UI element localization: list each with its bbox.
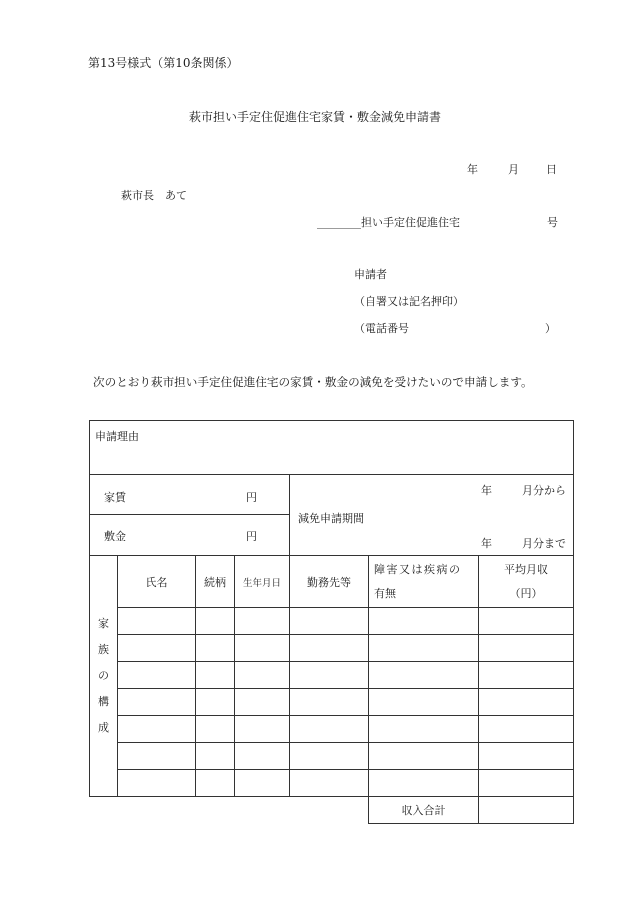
income-total-label: 収入合計 <box>369 797 479 824</box>
date-year: 年 <box>467 163 478 176</box>
application-form-table <box>89 420 574 824</box>
col-relation-header: 続柄 <box>196 556 235 608</box>
income-total-spacer <box>90 797 369 824</box>
family-disability-cell[interactable] <box>369 689 479 716</box>
family-name-cell[interactable] <box>118 635 196 662</box>
document-title: 萩市担い手定住促進住宅家賃・敷金減免申請書 <box>188 110 441 124</box>
family-row <box>90 743 574 770</box>
family-char: 構 <box>98 695 109 708</box>
period-cell[interactable] <box>290 475 574 556</box>
addressee: 萩市長 あて <box>121 189 187 202</box>
applicant-phone-close: ） <box>545 322 556 335</box>
family-income-cell[interactable] <box>479 743 574 770</box>
family-char: の <box>98 669 109 682</box>
family-work-cell[interactable] <box>290 662 369 689</box>
family-disability-cell[interactable] <box>369 770 479 797</box>
col-income-header <box>479 556 574 608</box>
income-total-value-cell[interactable] <box>479 797 574 824</box>
family-row <box>90 689 574 716</box>
family-work-cell[interactable] <box>290 770 369 797</box>
family-row <box>90 608 574 635</box>
family-income-cell[interactable] <box>479 608 574 635</box>
deposit-cell[interactable] <box>90 515 290 556</box>
reason-label: 申請理由 <box>95 430 139 443</box>
rent-label: 家賃 <box>104 491 126 504</box>
family-relation-cell[interactable] <box>196 662 235 689</box>
date-day: 日 <box>546 163 557 176</box>
family-name-cell[interactable] <box>118 743 196 770</box>
disability-header-line2: 有無 <box>374 586 396 600</box>
family-char: 成 <box>98 721 109 734</box>
date-month: 月 <box>508 163 519 176</box>
family-work-cell[interactable] <box>290 635 369 662</box>
family-name-cell[interactable] <box>118 770 196 797</box>
rent-unit: 円 <box>246 491 257 504</box>
family-name-cell[interactable] <box>118 662 196 689</box>
family-disability-cell[interactable] <box>369 608 479 635</box>
family-work-cell[interactable] <box>290 743 369 770</box>
family-birth-cell[interactable] <box>235 608 290 635</box>
family-row <box>90 716 574 743</box>
applicant-phone-open: （電話番号 <box>354 322 409 335</box>
family-birth-cell[interactable] <box>235 743 290 770</box>
family-header-row <box>90 556 574 608</box>
housing-number-suffix: 号 <box>547 216 558 229</box>
family-char: 族 <box>98 643 109 656</box>
reason-cell[interactable] <box>90 421 574 475</box>
reason-row <box>90 421 574 475</box>
family-income-cell[interactable] <box>479 662 574 689</box>
deposit-label: 敷金 <box>104 530 126 543</box>
family-relation-cell[interactable] <box>196 635 235 662</box>
family-relation-cell[interactable] <box>196 716 235 743</box>
housing-blank: ________ <box>317 216 361 229</box>
family-birth-cell[interactable] <box>235 635 290 662</box>
period-to-year: 年 <box>481 537 492 550</box>
family-relation-cell[interactable] <box>196 689 235 716</box>
family-relation-cell[interactable] <box>196 743 235 770</box>
income-total-row <box>90 797 574 824</box>
family-disability-cell[interactable] <box>369 716 479 743</box>
family-income-cell[interactable] <box>479 716 574 743</box>
housing-line <box>317 214 460 230</box>
family-birth-cell[interactable] <box>235 689 290 716</box>
col-name-header: 氏名 <box>118 556 196 608</box>
applicant-label: 申請者 <box>354 268 387 281</box>
col-birth-header: 生年月日 <box>235 556 290 608</box>
family-char: 家 <box>98 617 109 630</box>
family-birth-cell[interactable] <box>235 662 290 689</box>
family-composition-label <box>90 556 118 797</box>
family-relation-cell[interactable] <box>196 770 235 797</box>
family-name-cell[interactable] <box>118 689 196 716</box>
family-row <box>90 635 574 662</box>
family-income-cell[interactable] <box>479 635 574 662</box>
col-work-header: 勤務先等 <box>290 556 369 608</box>
family-income-cell[interactable] <box>479 770 574 797</box>
disability-header-line1: 障害又は疾病の <box>374 562 462 576</box>
form-number: 第13号様式（第10条関係） <box>88 56 239 70</box>
rent-cell[interactable] <box>90 475 290 515</box>
income-header-line2: （円） <box>509 586 543 600</box>
family-disability-cell[interactable] <box>369 743 479 770</box>
rent-row <box>90 475 574 515</box>
family-disability-cell[interactable] <box>369 662 479 689</box>
col-disability-header <box>369 556 479 608</box>
deposit-unit: 円 <box>246 530 257 543</box>
family-disability-cell[interactable] <box>369 635 479 662</box>
period-from-month: 月分から <box>522 484 566 497</box>
family-name-cell[interactable] <box>118 608 196 635</box>
family-row <box>90 770 574 797</box>
family-work-cell[interactable] <box>290 608 369 635</box>
statement: 次のとおり萩市担い手定住促進住宅の家賃・敷金の減免を受けたいので申請します。 <box>93 375 533 389</box>
period-label: 減免申請期間 <box>298 512 364 525</box>
applicant-seal-note: （自署又は記名押印） <box>354 295 464 308</box>
family-work-cell[interactable] <box>290 689 369 716</box>
family-work-cell[interactable] <box>290 716 369 743</box>
period-from-year: 年 <box>481 484 492 497</box>
income-header-line1: 平均月収 <box>504 562 548 576</box>
family-birth-cell[interactable] <box>235 770 290 797</box>
housing-label: 担い手定住促進住宅 <box>361 216 460 229</box>
family-row <box>90 662 574 689</box>
family-name-cell[interactable] <box>118 716 196 743</box>
period-to-month: 月分まで <box>522 537 566 550</box>
family-birth-cell[interactable] <box>235 716 290 743</box>
family-relation-cell[interactable] <box>196 608 235 635</box>
family-income-cell[interactable] <box>479 689 574 716</box>
